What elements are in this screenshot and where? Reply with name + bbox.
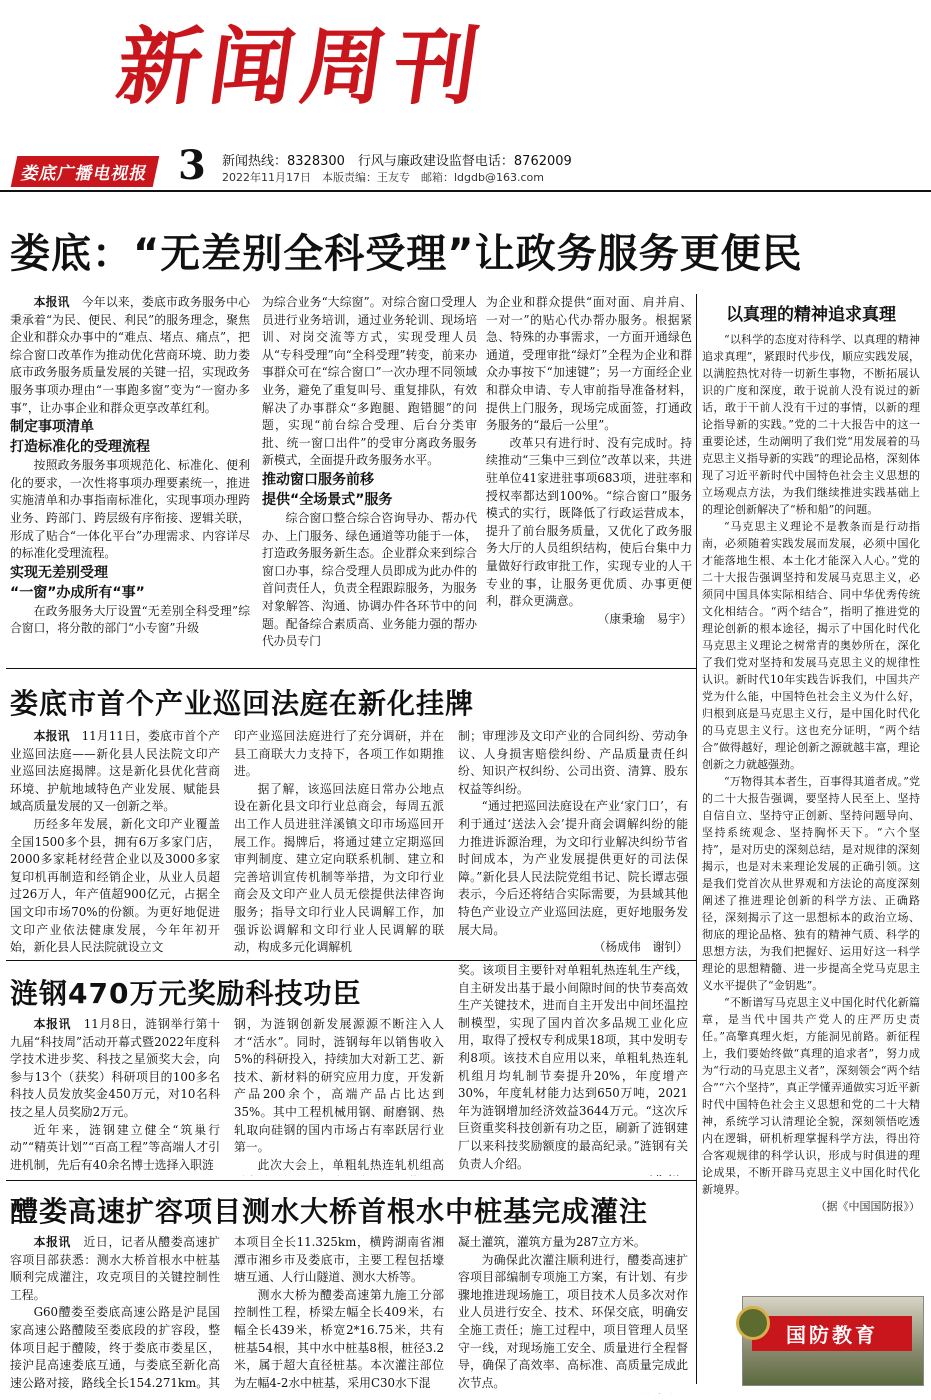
article4-col1 [10,1234,220,1394]
column-divider [696,294,697,1384]
subheading: 实现无差别受理 [10,564,108,581]
byline [458,1173,688,1176]
byline: （杨成伟 谢钊） [593,940,688,955]
lead-label: 本报讯 [33,295,70,309]
paragraph: 为确保此次灌注顺利进行，醴娄高速扩容项目部编制专项施工方案，有计划、有步骤地推进现场施工，项目技术人员多次对作业人员进行安全、技术、环保交底，明确安全施工责任；施工过程中，项目管理人员坚守一线，对现场施工安全、质量进行全程督导，确保了高效率、高标准、高质量完成此次节点。 [458,1252,688,1390]
dateline-text: 2022年11月17日 本版责编：王友专 邮箱：ldgdb@163.com [222,171,544,184]
paragraph: 据了解，该巡回法庭日常办公地点设在新化县文印行业总商会，每周五派出工作人员进驻洋溪镇文印市场巡回开展工作。揭牌后，将通过建立定期巡回审判制度、建立定向联系机制、建立和完善培训宣传机制等举措，为文印行业商会及文印产业人员无偿提供法律咨询服务；指导文印行业人民调解工作，加强诉讼调解和文印行业人民调解的联动，构成多元化调解机 [234,781,444,955]
article3-col3 [458,962,688,1176]
sidebar-paragraph: “以科学的态度对待科学、以真理的精神追求真理”，紧跟时代步伐，顺应实践发展，以满腔热忱对待一切新生事物，不断拓展认识的广度和深度，敢于说前人没有说过的新话，敢于干前人没有干过的事情，以新的理论指导新的实践。”党的二十大报告中的这一重要论述，生动阐明了我们党“用发展着的马克思主义指导新的实践”的理论品格，深刻体现了习近平新时代中国特色社会主义思想的立场观点方法，为我们继续推进实践基础上的理论创新解决了“桥和船”的问题。 [702,333,920,516]
article2-col3 [458,728,688,958]
radio-tv-logo: 娄底广播电视报 [11,156,160,187]
paragraph: 11月11日，娄底市首个产业巡回法庭——新化县人民法院文印产业巡回法庭揭牌。这是新化县优化营商环境、护航地域特色产业发展、赋能县域高质量发展的又一创新之举。 [10,729,220,814]
article3-col2 [234,1016,444,1176]
paragraph: 凝土灌筑，灌筑方量为287立方米。 [458,1235,646,1249]
article4-headline: 醴娄高速扩容项目测水大桥首根水中桩基完成灌注 [10,1195,649,1228]
sidebar-paragraph: “马克思主义理论不是教条而是行动指南，必须随着实践发展而发展，必须中国化才能落地生根、本土化才能深入人心。”党的二十大报告强调坚持和发展马克思主义，必须同中国具体实际相结合、同中华优秀传统文化相结合。“两个结合”，指明了推进党的理论创新的根本途径，揭示了中国化时代化马克思主义理论之树常青的奥妙所在，深化了我们党对坚持和发展马克思主义的规律性认识。新时代10年实践告诉我们，中国共产党为什么能，中国特色社会主义为什么好，归根到底是马克思主义行，是中国化时代化的马克思主义行。这也充分证明，“两个结合”做得越好，理论创新之源就越丰富，理论创新之力就越强劲。 [702,520,920,771]
masthead-title: 新闻周刊 [111,17,494,116]
subheading: 推动窗口服务前移 [262,471,374,488]
section-rule [6,960,696,961]
article1-col2 [262,294,477,656]
subheading: 提供“全场景式”服务 [262,491,393,508]
paragraph: 本项目全长11.325km，横跨湖南省湘潭市湘乡市及娄底市，主要工程包括壕塘互通、人行山隧道、测水大桥等。 [234,1235,444,1285]
paragraph: 奖。该项目主要针对单粗轧热连轧生产线，自主研发出基于最小间隙时间的快节奏高效生产关键技术，进而自主开发出中间坯温控制模型，实现了国内首次多品规工业化应用，取得了授权专利成果18项，其中发明专利8项。该技术自应用以来，单粗轧热连轧机组月均轧制节奏提升20%，年度增产30%，年度轧材能力达到650万吨，2021年为涟钢增加经济效益3644万元。“这次斥巨资重奖科技创新有功之臣，刷新了涟钢建厂以来科技奖励额度的最高纪录。”涟钢有关负责人介绍。 [458,963,688,1171]
hotline-text: 新闻热线：8328300 行风与廉政建设监督电话：8762009 [222,154,572,169]
paragraph: 为企业和群众提供“面对面、肩并肩、一对一”的贴心代办帮办服务。根据紧急、特殊的办事需求，一方面开通绿色通道，受理审批“绿灯”全程为企业和群众办事按下“加速键”；另一方面经企业和群众申请、专人审前指导准备材料，提供上门服务，现场完成面签，打通政务服务的“最后一公里”。 [486,295,692,433]
subheading: “一窗”办成所有“事” [10,584,145,601]
article2-col2 [234,728,444,958]
article1-headline: 娄底：“无差别全科受理”让政务服务更便民 [10,231,803,277]
paragraph: 近日，记者从醴娄高速扩容项目部获悉：测水大桥首根水中桩基顺利完成灌注，攻克项目的关键控制性工程。 [10,1235,220,1302]
article3-col1 [10,1016,220,1176]
page-number: 3 [178,142,206,189]
byline [458,1392,688,1394]
subheading: 制定事项清单 [10,419,94,436]
sidebar-title: 以真理的精神追求真理 [726,305,896,325]
sidebar-source: （据《中国国防报》） [815,1200,920,1213]
paragraph: 印产业巡回法庭进行了充分调研，并在县工商联大力支持下，各项工作如期推进。 [234,729,444,779]
article1-col1 [10,294,250,656]
byline: （康秉瑜 易宇） [597,611,692,626]
article2-col1 [10,728,220,958]
lead-label: 本报讯 [33,729,70,743]
paragraph: 按照政务服务事项规范化、标准化、便利化的要求，一次性将事项办理要素统一，推进实施清单和办事指南标准化，实现事项办理跨业务、跨部门、跨层级有序衔接、逻辑关联，形成了贴合“一体化平台”办理需求、内容详尽的标准化受理流程。 [10,458,250,561]
article3-headline: 涟钢470万元奖励科技功臣 [10,977,362,1010]
paragraph: 测水大桥为醴娄高速第九施工分部控制性工程，桥梁左幅全长409米，右幅全长439米，桥宽2*16.75米，共有桩基54根，其中水中桩基8根，桩径3.2米，属于超大直径桩基。本次灌注部位为左幅4-2水中桩基，采用C30水下混 [234,1287,444,1390]
paragraph: 制；审理涉及文印产业的合同纠纷、劳动争议、人身损害赔偿纠纷、产品质量责任纠纷、知识产权纠纷、公司出资、清算、股东权益等纠纷。 [458,729,688,796]
sidebar-commentary [702,300,920,1251]
article1-col3 [486,294,692,656]
article4-col3 [458,1234,688,1394]
subheading: 打造标准化的受理流程 [10,439,150,456]
banner-label: 国防教育 [752,1316,912,1351]
paragraph: 在政务服务大厅设置“无差别全科受理”综合窗口，将分散的部门“小专窗”升级 [10,603,250,636]
lead-label: 本报讯 [33,1017,72,1031]
paragraph: G60醴娄至娄底高速公路是沪昆国家高速公路醴陵至娄底段的扩容段，整体项目起于醴陵，终于娄底市娄星区，接沪昆高速娄底互通，与娄底至新化高速公路对接，路线全长154.271km。其 [10,1305,220,1390]
lead-label: 本报讯 [33,1235,72,1249]
section-rule [6,668,696,669]
sidebar-paragraph: “万物得其本者生，百事得其道者成。”党的二十大报告强调，要坚持人民至上、坚持自信自立、坚持守正创新、坚持问题导向、坚持系统观念、坚持胸怀天下。“六个坚持”，是对历史的深刻总结，是对规律的深刻揭示，也是对未来理论发展的正确引领。这是我们党首次从世界观和方法论的高度深刻阐述了推进理论创新的科学方法、正确路径，深刻揭示了这一思想标本的政治立场、彻底的理论品格、独有的精神气质、科学的思想方法，为我们把握好、运用好这一科学理论的思想精髓、进一步提高全党马克思主义水平提供了“金钥匙”。 [702,775,920,992]
soldier-emblem-icon [736,1306,770,1340]
paragraph: 11月8日，涟钢举行第十九届“科技周”活动开幕式暨2022年度科学技术进步奖、科技之星颁奖大会，向参与13个（获奖）科研项目的100多名科技人员发放奖金450万元，对10名科技之星人员奖励2万元。 [10,1017,220,1119]
sidebar-paragraph: “不断谱写马克思主义中国化时代化新篇章，是当代中国共产党人的庄严历史责任。”高擎真理火炬，方能洞见前路。新征程上，我们要始终做“真理的追求者”，努力成为“行动的马克思主义者”，深刻领会“两个结合”“六个坚持”，真正学懂弄通做实习近平新时代中国特色社会主义思想和党的二十大精神，系统学习认清理论全貌，深刻领悟吃透内在逻辑，研机析理掌握科学方法，得出符合客观规律的科学认识，形成与时俱进的理论成果，不断开辟马克思主义中国化时代化新境界。 [702,996,920,1196]
paragraph: 此次大会上，单粗轧热连轧机组高 [257,1157,444,1172]
paragraph: 历经多年发展，新化文印产业覆盖全国1500多个县，拥有6万多家门店，2000多家耗材经营企业以及3000多家复印机再制造和经销企业，从业人员超过26万人，年产值超900亿元，占据全国文印市场70%的份额。为更好地促进文印产业依法健康发展，今年年初开始，新化县人民法院就设立文 [10,816,220,955]
paragraph: 改革只有进行时、没有完成时。持续推动“三集中三到位”改革以来，共进驻单位41家进驻事项683项，进驻率和授权率都达到100%。“综合窗口”服务模式的实行，既降低了行政运营成本，提升了前台服务质量，又优化了政务服务大厅的人员组织结构，使后台集中力量做好行政审批工作，实现专业的人干专业的事，让服务更优质、办事更便利，群众更满意。 [486,435,692,609]
section-rule [6,1180,696,1181]
article2-headline: 娄底市首个产业巡回法庭在新化挂牌 [10,687,475,720]
article4-col2 [234,1234,444,1394]
paragraph: 近年来，涟钢建立健全“筑巢行动”“精英计划”“百高工程”等高端人才引进机制，先后有40余名博士选择入职涟 [10,1122,220,1172]
paragraph: 钢，为涟钢创新发展源源不断注入人才“活水”。同时，涟钢每年以销售收入5%的科研投入，持续加大对新工艺、新技术、新材料的研究应用力度，开发新产品200余个，高端产品占比达到35%。其中工程机械用钢、耐磨钢、热轧取向硅钢的国内市场占有率跃居行业第一。 [234,1017,444,1155]
paragraph: 为综合业务“大综窗”。对综合窗口受理人员进行业务培训，通过业务轮训、现场培训、对岗交流等方式，实现受理人员从“专科受理”向“全科受理”转变，前来办事群众可在“综合窗口”一次办理不同领域业务，避免了重复叫号、重复排队，有效解决了办事群众“多跑腿、跑错腿”的问题，实现“前台综合受理、后台分类审批、统一窗口出件”的受审分离政务服务新模式，全面提升政务服务水平。 [262,295,477,468]
paragraph: “通过把巡回法庭设在产业‘家门口’，有利于通过‘送法入会’提升商会调解纠纷的能力推进诉源治理，为文印行业解决纠纷节省时间成本，为产业发展提供更好的司法保障。”新化县人民法院党组书记、院长谭志强表示，今后还将结合实际需要，为县域其他特色产业设立产业巡回法庭，更好地服务发展大局。 [458,799,688,937]
paragraph: 综合窗口整合综合咨询导办、帮办代办、上门服务、绿色通道等功能于一体，打造政务服务新生态。企业群众来到综合窗口办事，综合受理人员即成为此办件的首问责任人，负责全程跟踪服务，为服务对象解答、沟通、协调办件各环节中的问题。配备综合素质高、业务能力强的帮办代办员专门 [262,510,477,649]
header-rule [0,190,931,192]
paragraph: 今年以来，娄底市政务服务中心秉承着“为民、便民、利民”的服务理念，聚焦企业和群众办事中的“难点、堵点、痛点”，把综合窗口改革作为推动优化营商环境、助力娄底市政务服务质量发展的关键一招，实现政务服务事项办理由“一事跑多窗”变为“一窗办多事”，让办事企业和群众更享改革红利。 [10,295,250,415]
